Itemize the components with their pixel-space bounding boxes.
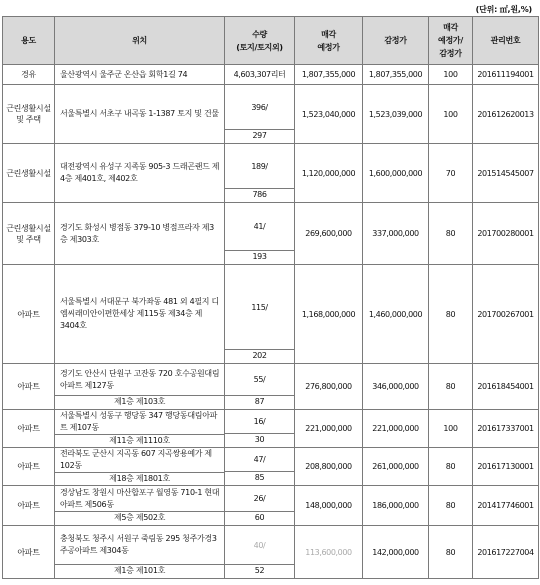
cell-ratio: 80	[429, 526, 473, 579]
cell-use: 근린생활시설 및 주택	[3, 203, 55, 265]
header-row	[3, 17, 539, 65]
location-sub: 제11층 제1110호	[55, 434, 224, 447]
auction-table	[2, 16, 539, 579]
quantity-bottom: 60	[225, 511, 294, 525]
cell-mgmt-no: 201618454001	[473, 364, 539, 410]
table-row	[3, 265, 539, 364]
cell-sale-price: 148,000,000	[295, 486, 363, 526]
cell-location	[55, 448, 225, 486]
cell-location	[55, 364, 225, 410]
header-appraisal: 감정가	[363, 17, 429, 65]
quantity-bottom: 30	[225, 433, 294, 447]
quantity-bottom: 52	[225, 564, 294, 578]
table-row	[3, 486, 539, 526]
cell-use: 아파트	[3, 526, 55, 579]
quantity-top: 396/	[251, 102, 268, 112]
header-use: 용도	[3, 17, 55, 65]
cell-sale-price: 276,800,000	[295, 364, 363, 410]
cell-use: 아파트	[3, 486, 55, 526]
quantity-top: 16/	[253, 417, 266, 426]
quantity-bottom: 297	[225, 129, 294, 143]
cell-ratio: 100	[429, 410, 473, 448]
location-sub: 제1층 제103호	[55, 395, 224, 409]
cell-ratio: 80	[429, 364, 473, 410]
header-sale-price: 매각 예정가	[295, 17, 363, 65]
cell-appraisal: 186,000,000	[363, 486, 429, 526]
table-row	[3, 203, 539, 265]
cell-location	[55, 203, 225, 265]
header-location: 위치	[55, 17, 225, 65]
location-text: 서울특별시 서초구 내곡동 1-1387 토지 및 건물	[60, 109, 219, 118]
cell-use: 아파트	[3, 265, 55, 364]
cell-quantity	[225, 526, 295, 579]
header-quantity: 수량 (토지/토지외)	[225, 17, 295, 65]
cell-quantity	[225, 448, 295, 486]
quantity-bottom: 786	[225, 188, 294, 202]
quantity-top: 40/	[253, 540, 266, 550]
cell-use: 아파트	[3, 410, 55, 448]
cell-quantity	[225, 144, 295, 203]
location-sub: 제1층 제101호	[55, 564, 224, 578]
location-sub: 제18층 제1801호	[55, 472, 224, 485]
cell-mgmt-no: 201514545007	[473, 144, 539, 203]
cell-appraisal: 1,523,039,000	[363, 85, 429, 144]
location-text: 충청북도 청주시 서원구 죽림동 295 청주가경3주공아파트 제304동	[60, 534, 217, 555]
cell-appraisal: 261,000,000	[363, 448, 429, 486]
cell-quantity	[225, 203, 295, 265]
cell-location	[55, 486, 225, 526]
table-row	[3, 448, 539, 486]
cell-appraisal: 142,000,000	[363, 526, 429, 579]
location-text: 경기도 화성시 병점동 379-10 병점프라자 제3층 제303호	[60, 222, 214, 244]
location-text: 대전광역시 유성구 지족동 905-3 드래곤랜드 제4층 제401호, 제402호	[60, 162, 220, 183]
cell-sale-price: 113,600,000	[295, 526, 363, 579]
cell-sale-price: 208,800,000	[295, 448, 363, 486]
location-text: 경상남도 창원시 마산합포구 월영동 710-1 현대아파트 제506동	[60, 487, 220, 509]
location-text: 서울특별시 서대문구 북가좌동 481 외 4필지 디엠씨래미안이편한세상 제115동 제34층 제3404호	[60, 297, 219, 330]
cell-use: 근린생활시설	[3, 144, 55, 203]
quantity-top: 115/	[251, 302, 268, 312]
cell-ratio: 80	[429, 203, 473, 265]
cell-sale-price: 1,807,355,000	[295, 65, 363, 85]
table-row	[3, 364, 539, 410]
table-row	[3, 144, 539, 203]
cell-ratio: 80	[429, 265, 473, 364]
quantity-bottom: 202	[225, 349, 294, 363]
cell-sale-price: 1,168,000,000	[295, 265, 363, 364]
unit-label: (단위: ㎡,원,%)	[475, 5, 532, 14]
cell-location	[55, 526, 225, 579]
quantity-bottom: 193	[225, 250, 294, 264]
quantity-bottom: 85	[225, 471, 294, 485]
cell-mgmt-no: 201611194001	[473, 65, 539, 85]
header-mgmt-no: 관리번호	[473, 17, 539, 65]
quantity-top: 41/	[253, 222, 266, 231]
cell-sale-price: 1,523,040,000	[295, 85, 363, 144]
cell-location	[55, 85, 225, 144]
cell-sale-price: 1,120,000,000	[295, 144, 363, 203]
cell-quantity	[225, 364, 295, 410]
cell-appraisal: 1,460,000,000	[363, 265, 429, 364]
cell-quantity	[225, 486, 295, 526]
cell-quantity	[225, 85, 295, 144]
location-text: 서울특별시 성동구 행당동 347 행당동대림아파트 제107동	[60, 411, 218, 432]
cell-quantity	[225, 265, 295, 364]
cell-sale-price: 221,000,000	[295, 410, 363, 448]
cell-use: 경유	[3, 65, 55, 85]
cell-location	[55, 144, 225, 203]
location-text: 경기도 안산시 단원구 고잔동 720 호수공원대림아파트 제127동	[60, 368, 220, 390]
cell-mgmt-no: 201612620013	[473, 85, 539, 144]
cell-ratio: 70	[429, 144, 473, 203]
quantity-top: 26/	[253, 494, 266, 503]
quantity-top: 55/	[253, 375, 266, 384]
cell-mgmt-no: 201700280001	[473, 203, 539, 265]
cell-location	[55, 265, 225, 364]
cell-appraisal: 1,807,355,000	[363, 65, 429, 85]
table-row	[3, 526, 539, 579]
cell-ratio: 80	[429, 448, 473, 486]
cell-quantity	[225, 410, 295, 448]
quantity-top: 4,603,307리터	[233, 70, 286, 79]
table-row	[3, 410, 539, 448]
quantity-top: 189/	[251, 161, 268, 171]
cell-appraisal: 346,000,000	[363, 364, 429, 410]
cell-appraisal: 221,000,000	[363, 410, 429, 448]
cell-ratio: 100	[429, 85, 473, 144]
cell-mgmt-no: 201617337001	[473, 410, 539, 448]
cell-mgmt-no: 201617227004	[473, 526, 539, 579]
cell-appraisal: 1,600,000,000	[363, 144, 429, 203]
quantity-top: 47/	[253, 455, 266, 464]
cell-mgmt-no: 201700267001	[473, 265, 539, 364]
location-sub: 제5층 제502호	[55, 511, 224, 525]
cell-sale-price: 269,600,000	[295, 203, 363, 265]
cell-mgmt-no: 201617130001	[473, 448, 539, 486]
cell-location	[55, 65, 225, 85]
quantity-bottom: 87	[225, 395, 294, 409]
location-text: 울산광역시 울주군 온산읍 회학1길 74	[60, 69, 188, 79]
cell-appraisal: 337,000,000	[363, 203, 429, 265]
cell-ratio: 100	[429, 65, 473, 85]
cell-location	[55, 410, 225, 448]
cell-use: 아파트	[3, 364, 55, 410]
cell-use: 아파트	[3, 448, 55, 486]
header-ratio: 매각 예정가/ 감정가	[429, 17, 473, 65]
table-row	[3, 65, 539, 85]
location-text: 전라북도 군산시 지곡동 607 지곡쌍용예가 제102동	[60, 449, 212, 470]
cell-mgmt-no: 201417746001	[473, 486, 539, 526]
table-row	[3, 85, 539, 144]
cell-ratio: 80	[429, 486, 473, 526]
cell-use: 근린생활시설 및 주택	[3, 85, 55, 144]
cell-quantity	[225, 65, 295, 85]
